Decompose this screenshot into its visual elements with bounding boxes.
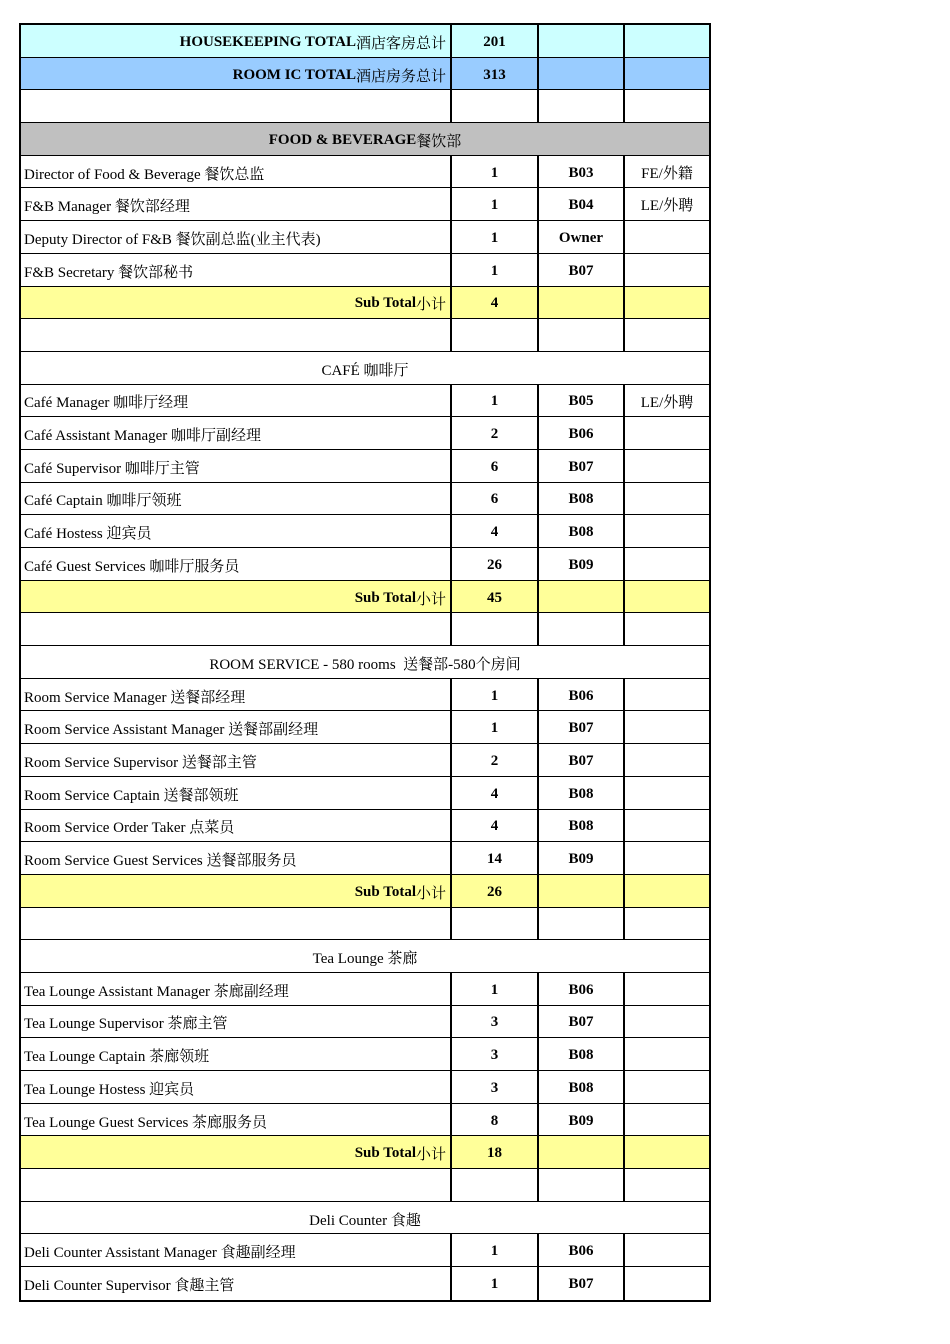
subtotal-label-cn: 小计 — [415, 885, 446, 902]
subtotal-label-cell — [21, 1136, 452, 1168]
note — [625, 1006, 709, 1038]
table-row — [21, 1038, 709, 1071]
subtotal-label: Sub Total — [354, 589, 416, 606]
headcount: 3 — [452, 1038, 539, 1070]
headcount: 1 — [452, 188, 539, 220]
note — [625, 973, 709, 1005]
grade-cell — [539, 58, 625, 90]
table-row — [21, 810, 709, 843]
blank-row — [21, 319, 709, 352]
table-row — [21, 744, 709, 777]
note — [625, 548, 709, 580]
department-label: FOOD & BEVERAGE — [268, 131, 417, 148]
table-row — [21, 1071, 709, 1104]
subtotal-label: Sub Total — [354, 883, 416, 900]
table-row — [21, 483, 709, 516]
headcount: 2 — [452, 744, 539, 776]
grade: B08 — [539, 515, 625, 547]
headcount: 1 — [452, 679, 539, 711]
headcount: 4 — [452, 515, 539, 547]
position-name: Deli Counter Supervisor 食趣主管 — [21, 1267, 452, 1300]
position-name: Tea Lounge Hostess 迎宾员 — [21, 1071, 452, 1103]
subtotal-row — [21, 875, 709, 908]
table-row — [21, 450, 709, 483]
note — [625, 1267, 709, 1300]
grade: Owner — [539, 221, 625, 253]
position-name: Café Guest Services 咖啡厅服务员 — [21, 548, 452, 580]
position-name: Room Service Captain 送餐部领班 — [21, 777, 452, 809]
table-row — [21, 1234, 709, 1267]
note — [625, 483, 709, 515]
department-label-cn: 餐饮部 — [416, 133, 462, 150]
table-row — [21, 385, 709, 418]
subtotal-value: 45 — [452, 581, 539, 613]
note: LE/外聘 — [640, 394, 694, 411]
department-header-row — [21, 123, 709, 156]
note — [625, 221, 709, 253]
note — [625, 842, 709, 874]
note — [625, 1234, 709, 1266]
subtotal-label: Sub Total — [354, 1145, 416, 1162]
grade: B08 — [539, 777, 625, 809]
housekeeping-total-row — [21, 25, 709, 58]
grade: B07 — [539, 450, 625, 482]
table-row — [21, 254, 709, 287]
note — [625, 254, 709, 286]
headcount: 26 — [452, 548, 539, 580]
total-label-cn: 酒店客房总计 — [355, 35, 446, 52]
subtotal-label-cn: 小计 — [415, 297, 446, 314]
headcount: 14 — [452, 842, 539, 874]
grade: B07 — [539, 1006, 625, 1038]
subtotal-label-cell — [21, 875, 452, 907]
section-header-row — [21, 352, 709, 385]
grade-cell — [539, 25, 625, 57]
headcount: 1 — [452, 221, 539, 253]
note — [625, 450, 709, 482]
total-label-cell — [21, 25, 452, 57]
subtotal-row — [21, 581, 709, 614]
position-name: Café Supervisor 咖啡厅主管 — [21, 450, 452, 482]
section-title-cafe: CAFÉ 咖啡厅 — [321, 362, 409, 379]
blank-row — [21, 613, 709, 646]
grade: B08 — [539, 1071, 625, 1103]
note — [625, 744, 709, 776]
total-label: HOUSEKEEPING TOTAL — [179, 33, 356, 50]
grade: B08 — [539, 810, 625, 842]
subtotal-label-cn: 小计 — [415, 1147, 446, 1164]
table-row — [21, 515, 709, 548]
headcount: 3 — [452, 1071, 539, 1103]
grade: B09 — [539, 1104, 625, 1136]
table-row — [21, 188, 709, 221]
subtotal-value: 18 — [452, 1136, 539, 1168]
note: FE/外籍 — [641, 165, 693, 182]
grade: B07 — [539, 1267, 625, 1300]
section-title-room-service: ROOM SERVICE - 580 rooms 送餐部-580个房间 — [209, 656, 521, 673]
headcount: 1 — [452, 156, 539, 188]
headcount: 1 — [452, 385, 539, 417]
position-name: Room Service Supervisor 送餐部主管 — [21, 744, 452, 776]
note — [625, 679, 709, 711]
grade: B03 — [539, 156, 625, 188]
position-name: Café Captain 咖啡厅领班 — [21, 483, 452, 515]
grade: B08 — [539, 483, 625, 515]
table-row — [21, 711, 709, 744]
table-row — [21, 156, 709, 189]
position-name: Café Manager 咖啡厅经理 — [21, 385, 452, 417]
subtotal-label-cn: 小计 — [415, 591, 446, 608]
headcount: 2 — [452, 417, 539, 449]
headcount: 1 — [452, 711, 539, 743]
position-name: Room Service Guest Services 送餐部服务员 — [21, 842, 452, 874]
note — [625, 810, 709, 842]
section-title-tea-lounge: Tea Lounge 茶廊 — [312, 951, 418, 968]
grade: B07 — [539, 744, 625, 776]
grade: B09 — [539, 548, 625, 580]
department-header — [21, 123, 709, 155]
subtotal-value: 4 — [452, 287, 539, 319]
headcount: 1 — [452, 254, 539, 286]
grade: B08 — [539, 1038, 625, 1070]
note — [625, 417, 709, 449]
position-name: F&B Secretary 餐饮部秘书 — [21, 254, 452, 286]
position-name: Room Service Manager 送餐部经理 — [21, 679, 452, 711]
table-row — [21, 221, 709, 254]
position-name: Room Service Order Taker 点菜员 — [21, 810, 452, 842]
room-ic-total-row — [21, 58, 709, 91]
note-cell — [625, 58, 709, 90]
position-name: Tea Lounge Captain 茶廊领班 — [21, 1038, 452, 1070]
headcount: 6 — [452, 483, 539, 515]
headcount: 3 — [452, 1006, 539, 1038]
position-name: Café Hostess 迎宾员 — [21, 515, 452, 547]
grade: B06 — [539, 679, 625, 711]
grade: B09 — [539, 842, 625, 874]
headcount: 8 — [452, 1104, 539, 1136]
headcount: 4 — [452, 810, 539, 842]
table-row — [21, 679, 709, 712]
grade: B07 — [539, 711, 625, 743]
position-name: Room Service Assistant Manager 送餐部副经理 — [21, 711, 452, 743]
total-value: 313 — [452, 58, 539, 90]
note — [625, 777, 709, 809]
table-row — [21, 1104, 709, 1137]
position-name: Deputy Director of F&B 餐饮副总监(业主代表) — [21, 221, 452, 253]
table-row — [21, 842, 709, 875]
blank-row — [21, 1169, 709, 1202]
position-name: Tea Lounge Guest Services 茶廊服务员 — [21, 1104, 452, 1136]
note — [625, 1104, 709, 1136]
table-row — [21, 1006, 709, 1039]
subtotal-row — [21, 287, 709, 320]
subtotal-label: Sub Total — [354, 295, 416, 312]
table-row — [21, 548, 709, 581]
table-row — [21, 417, 709, 450]
subtotal-row — [21, 1136, 709, 1169]
note: LE/外聘 — [640, 198, 694, 215]
total-label: ROOM IC TOTAL — [232, 66, 356, 83]
total-value: 201 — [452, 25, 539, 57]
note-cell — [625, 25, 709, 57]
headcount: 1 — [452, 973, 539, 1005]
note — [625, 1038, 709, 1070]
subtotal-label-cell — [21, 581, 452, 613]
subtotal-value: 26 — [452, 875, 539, 907]
table-row — [21, 973, 709, 1006]
section-header-row — [21, 1202, 709, 1235]
headcount: 1 — [452, 1234, 539, 1266]
grade: B06 — [539, 973, 625, 1005]
position-name: Café Assistant Manager 咖啡厅副经理 — [21, 417, 452, 449]
position-name: F&B Manager 餐饮部经理 — [21, 188, 452, 220]
note — [625, 515, 709, 547]
position-name: Deli Counter Assistant Manager 食趣副经理 — [21, 1234, 452, 1266]
section-header-row — [21, 646, 709, 679]
subtotal-label-cell — [21, 287, 452, 319]
blank-row — [21, 90, 709, 123]
position-name: Tea Lounge Supervisor 茶廊主管 — [21, 1006, 452, 1038]
section-title-deli-counter: Deli Counter 食趣 — [309, 1212, 421, 1229]
headcount: 6 — [452, 450, 539, 482]
grade: B06 — [539, 1234, 625, 1266]
table-row — [21, 777, 709, 810]
headcount: 4 — [452, 777, 539, 809]
grade: B07 — [539, 254, 625, 286]
grade: B05 — [539, 385, 625, 417]
note — [625, 1071, 709, 1103]
position-name: Tea Lounge Assistant Manager 茶廊副经理 — [21, 973, 452, 1005]
grade: B06 — [539, 417, 625, 449]
section-header-row — [21, 940, 709, 973]
total-label-cell — [21, 58, 452, 90]
grade: B04 — [539, 188, 625, 220]
note — [625, 711, 709, 743]
position-name: Director of Food & Beverage 餐饮总监 — [21, 156, 452, 188]
blank-row — [21, 908, 709, 941]
total-label-cn: 酒店房务总计 — [355, 68, 446, 85]
headcount: 1 — [452, 1267, 539, 1300]
table-row — [21, 1267, 709, 1300]
staffing-sheet — [19, 23, 711, 1302]
